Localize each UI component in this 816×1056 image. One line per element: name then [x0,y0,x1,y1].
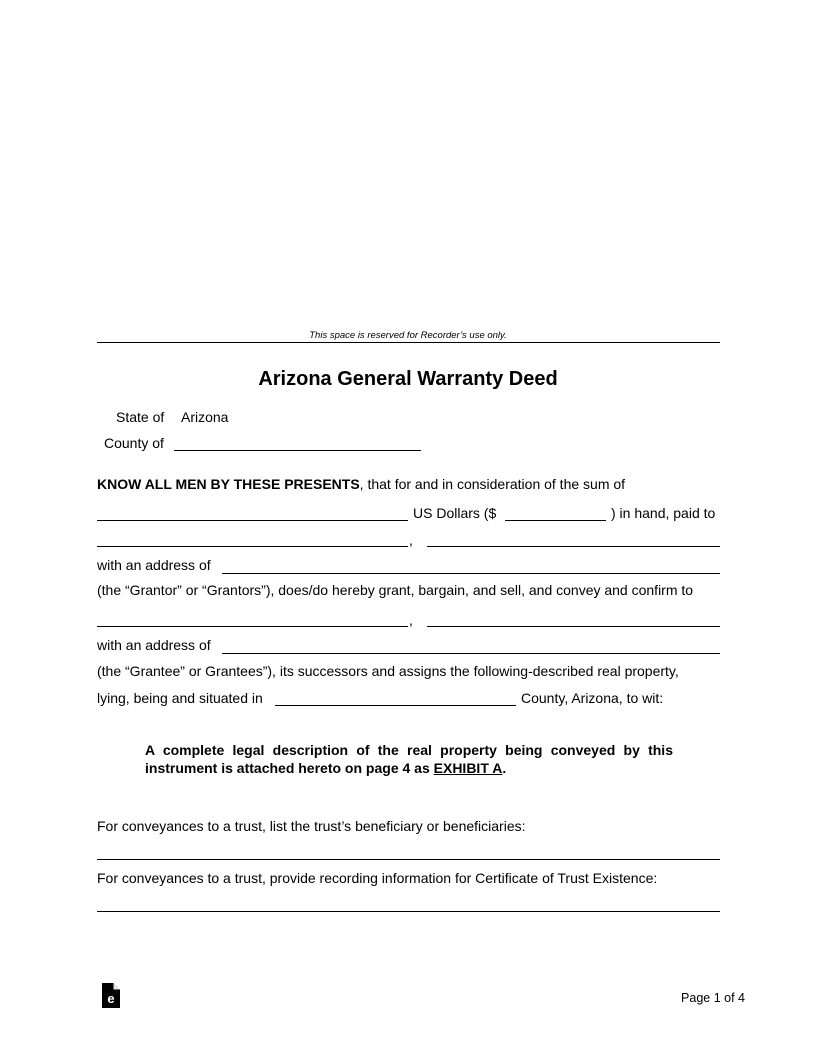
lying-label: lying, being and situated in [97,690,263,706]
trust-recording-label: For conveyances to a trust, provide recording information for Certificate of Trust Existence: [97,870,658,886]
county-label: County of [104,435,164,451]
grantee-name-field-2[interactable] [427,626,720,627]
legal-period: . [502,760,507,776]
exhibit-a-reference: EXHIBIT A [433,760,503,776]
trust-beneficiary-field[interactable] [97,859,720,860]
in-hand-label: ) in hand, paid to [611,505,716,521]
grantor-name-field[interactable] [97,546,408,547]
state-label: State of [116,409,165,425]
grantor-address-field[interactable] [222,573,720,574]
page-number: Page 1 of 4 [681,991,745,1005]
amount-words-field[interactable] [97,520,408,521]
trust-recording-field[interactable] [97,911,720,912]
recorder-note: This space is reserved for Recorder’s use only. [309,330,507,341]
county-situated-field[interactable] [275,705,516,706]
logo-letter: e [107,991,115,1006]
us-dollars-label: US Dollars ($ [413,505,497,521]
grantee-clause: (the “Grantee” or Grantees”), its successors and assigns the following-described real property, [97,663,679,679]
grantee-address-field[interactable] [222,653,720,654]
know-all-heading: KNOW ALL MEN BY THESE PRESENTS [97,476,360,492]
legal-text: A complete legal description of the real property being conveyed by this instrument is attached hereto on page 4 as [145,742,673,776]
county-field[interactable] [174,450,421,451]
trust-beneficiary-label: For conveyances to a trust, list the trust’s beneficiary or beneficiaries: [97,818,526,834]
grantor-comma: , [409,532,413,548]
grantee-comma: , [409,612,413,628]
grantor-clause: (the “Grantor” or “Grantors”), does/do hereby grant, bargain, and sell, and convey and confirm to [97,582,694,598]
state-value: Arizona [181,409,229,425]
grantor-name-field-2[interactable] [427,546,720,547]
recorder-divider [97,342,720,343]
county-arizona-label: County, Arizona, to wit: [521,690,664,706]
grantor-address-label: with an address of [97,557,211,573]
amount-number-field[interactable] [505,520,606,521]
eforms-logo-icon [102,983,120,1008]
consideration-sentence [97,476,625,492]
know-all-text: , that for and in consideration of the sum of [359,476,626,492]
legal-description-note [145,741,673,777]
document-title: Arizona General Warranty Deed [258,368,558,390]
grantee-address-label: with an address of [97,637,211,653]
grantee-name-field[interactable] [97,626,408,627]
